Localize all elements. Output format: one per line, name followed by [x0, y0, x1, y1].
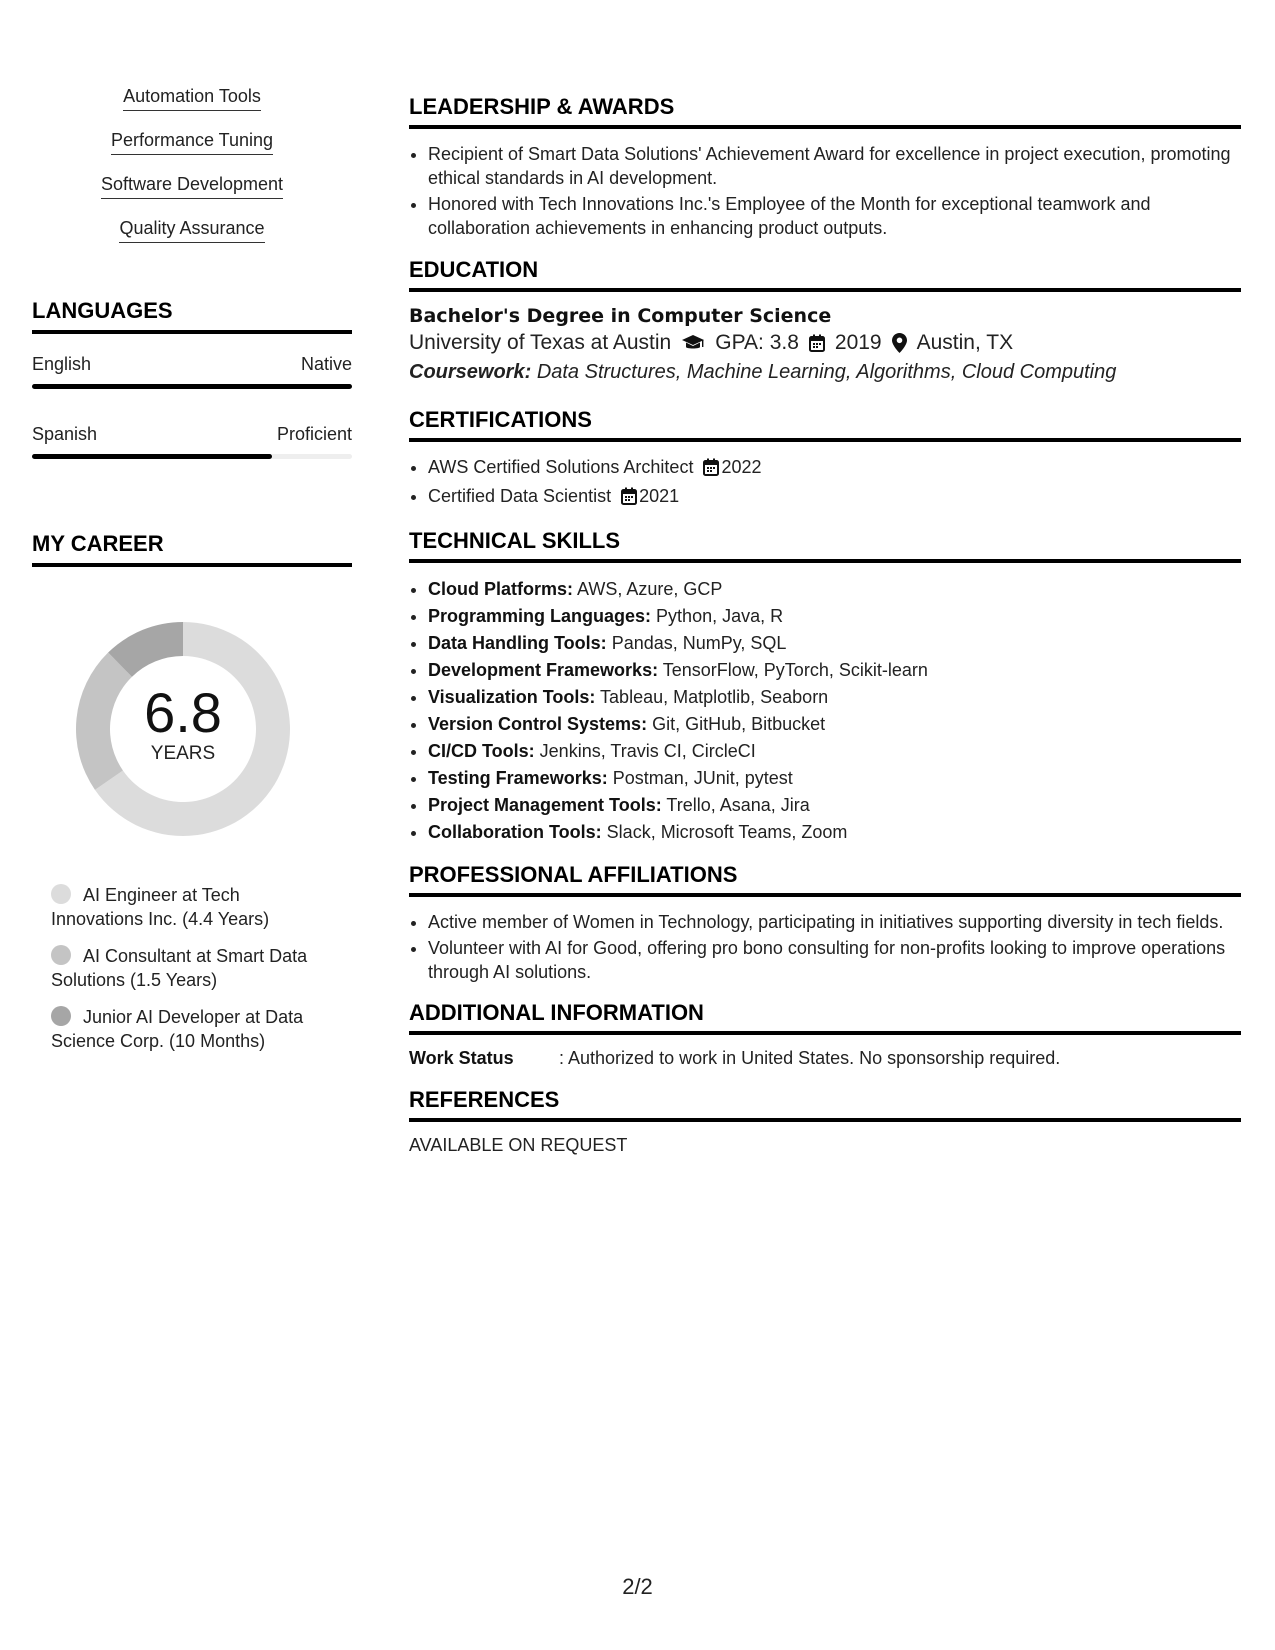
- certification-name: Certified Data Scientist: [428, 486, 612, 506]
- skill-tags: [32, 86, 352, 262]
- affiliations-heading: PROFESSIONAL AFFILIATIONS: [409, 862, 1241, 897]
- work-status-value: : Authorized to work in United States. No sponsorship required.: [559, 1048, 1061, 1068]
- location-pin-icon: [892, 333, 907, 353]
- language-item: [32, 354, 352, 389]
- coursework-list: Data Structures, Machine Learning, Algorithms, Cloud Computing: [536, 361, 1117, 383]
- calendar-icon: [809, 334, 825, 352]
- skill-label: Visualization Tools:: [428, 687, 596, 707]
- skill-value: AWS, Azure, GCP: [577, 579, 723, 599]
- languages-heading: LANGUAGES: [32, 298, 352, 334]
- career-role: [51, 1005, 331, 1053]
- skill-value: Slack, Microsoft Teams, Zoom: [606, 822, 848, 842]
- calendar-icon: [621, 487, 637, 511]
- additional-info-heading: ADDITIONAL INFORMATION: [409, 1000, 1241, 1035]
- skill-value: Jenkins, Travis CI, CircleCI: [539, 741, 756, 761]
- skill-value: Pandas, NumPy, SQL: [611, 633, 787, 653]
- skill-tag: Automation Tools: [123, 86, 261, 111]
- language-name: English: [32, 354, 92, 374]
- language-level: Native: [300, 354, 352, 374]
- list-item: [428, 738, 1241, 765]
- main-content: [409, 94, 1241, 1156]
- list-item: [428, 819, 1241, 846]
- language-level: Proficient: [276, 424, 352, 444]
- education-section: [409, 257, 1241, 384]
- skill-tag: Performance Tuning: [111, 130, 273, 155]
- certifications-heading: CERTIFICATIONS: [409, 407, 1241, 442]
- list-item: • Recipient of Smart Data Solutions' Achievement Award for excellence in project execution, promoting ethical standards in AI development.: [428, 142, 1241, 190]
- list-item: • Honored with Tech Innovations Inc.'s Employee of the Month for exceptional teamwork and collaboration achievements in enhancing product outputs.: [428, 192, 1241, 240]
- affiliations-section: [409, 862, 1241, 984]
- education-heading: EDUCATION: [409, 257, 1241, 292]
- additional-info-section: [409, 1000, 1241, 1069]
- career-role: [51, 944, 331, 992]
- skill-tag: Software Development: [101, 174, 283, 199]
- skill-label: Testing Frameworks:: [428, 768, 608, 788]
- skill-value: Git, GitHub, Bitbucket: [652, 714, 826, 734]
- graduation-cap-icon: [681, 334, 705, 352]
- career-role-text: Junior AI Developer at Data Science Corp. (10 Months): [51, 1007, 304, 1051]
- career-role-text: AI Engineer at Tech Innovations Inc. (4.4 Years): [51, 885, 270, 929]
- education-details: [409, 331, 1241, 355]
- skill-label: Collaboration Tools:: [428, 822, 602, 842]
- skill-label: Data Handling Tools:: [428, 633, 607, 653]
- skill-label: Development Frameworks:: [428, 660, 659, 680]
- list-item: [428, 711, 1241, 738]
- legend-dot: [51, 1006, 71, 1026]
- list-item: • Volunteer with AI for Good, offering pro bono consulting for non-profits looking to improve operations through AI solutions.: [428, 936, 1241, 984]
- references-heading: REFERENCES: [409, 1087, 1241, 1122]
- references-text: AVAILABLE ON REQUEST: [409, 1135, 628, 1155]
- career-role: [51, 883, 331, 931]
- skill-label: Project Management Tools:: [428, 795, 662, 815]
- technical-skills-section: [409, 528, 1241, 846]
- graduation-year: 2019: [834, 331, 882, 354]
- language-bar-fill: [32, 384, 352, 389]
- skill-label: Programming Languages:: [428, 606, 652, 626]
- language-item: [32, 424, 352, 459]
- page-number: 2/2: [622, 1574, 653, 1599]
- certifications-section: [409, 407, 1241, 511]
- career-legend: [51, 883, 352, 1053]
- work-status-row: [409, 1048, 1241, 1069]
- coursework-label: Coursework:: [409, 361, 532, 383]
- legend-dot: [51, 884, 71, 904]
- certification-year: 2021: [639, 486, 680, 506]
- legend-dot: [51, 945, 71, 965]
- career-heading: MY CAREER: [32, 531, 352, 567]
- list-item: [428, 576, 1241, 603]
- work-status-label: Work Status: [409, 1048, 514, 1068]
- sidebar: [32, 86, 352, 1066]
- career-total-value: 6.8: [144, 681, 222, 744]
- career-donut: [65, 611, 301, 847]
- list-item: [428, 455, 1241, 482]
- gpa: GPA: 3.8: [715, 331, 799, 354]
- list-item: [428, 603, 1241, 630]
- career-role-text: AI Consultant at Smart Data Solutions (1.5 Years): [51, 946, 308, 990]
- language-bar: [32, 454, 352, 459]
- list-item: [428, 657, 1241, 684]
- skill-value: TensorFlow, PyTorch, Scikit-learn: [662, 660, 928, 680]
- skill-label: Cloud Platforms:: [428, 579, 574, 599]
- leadership-heading: LEADERSHIP & AWARDS: [409, 94, 1241, 129]
- skill-tag: Quality Assurance: [119, 218, 264, 243]
- skill-label: CI/CD Tools:: [428, 741, 535, 761]
- leadership-section: [409, 94, 1241, 240]
- skill-value: Trello, Asana, Jira: [666, 795, 810, 815]
- list-item: [428, 484, 1241, 511]
- references-section: [409, 1087, 1241, 1156]
- language-bar-fill: [32, 454, 272, 459]
- certification-name: AWS Certified Solutions Architect: [428, 457, 694, 477]
- language-name: Spanish: [32, 424, 98, 444]
- list-item: [428, 684, 1241, 711]
- language-bar: [32, 384, 352, 389]
- skill-value: Postman, JUnit, pytest: [612, 768, 793, 788]
- skill-label: Version Control Systems:: [428, 714, 648, 734]
- list-item: [428, 792, 1241, 819]
- school-name: University of Texas at Austin: [409, 331, 672, 354]
- technical-skills-heading: TECHNICAL SKILLS: [409, 528, 1241, 563]
- career-total-unit: YEARS: [150, 743, 216, 764]
- certification-year: 2022: [721, 457, 762, 477]
- degree-title: Bachelor's Degree in Computer Science: [409, 305, 832, 327]
- coursework: [409, 361, 1241, 384]
- calendar-icon: [703, 458, 719, 482]
- school-location: Austin, TX: [916, 331, 1014, 354]
- skill-value: Python, Java, R: [656, 606, 784, 626]
- skill-value: Tableau, Matplotlib, Seaborn: [600, 687, 829, 707]
- list-item: [428, 765, 1241, 792]
- list-item: • Active member of Women in Technology, participating in initiatives supporting diversity in tech fields.: [428, 910, 1241, 934]
- list-item: [428, 630, 1241, 657]
